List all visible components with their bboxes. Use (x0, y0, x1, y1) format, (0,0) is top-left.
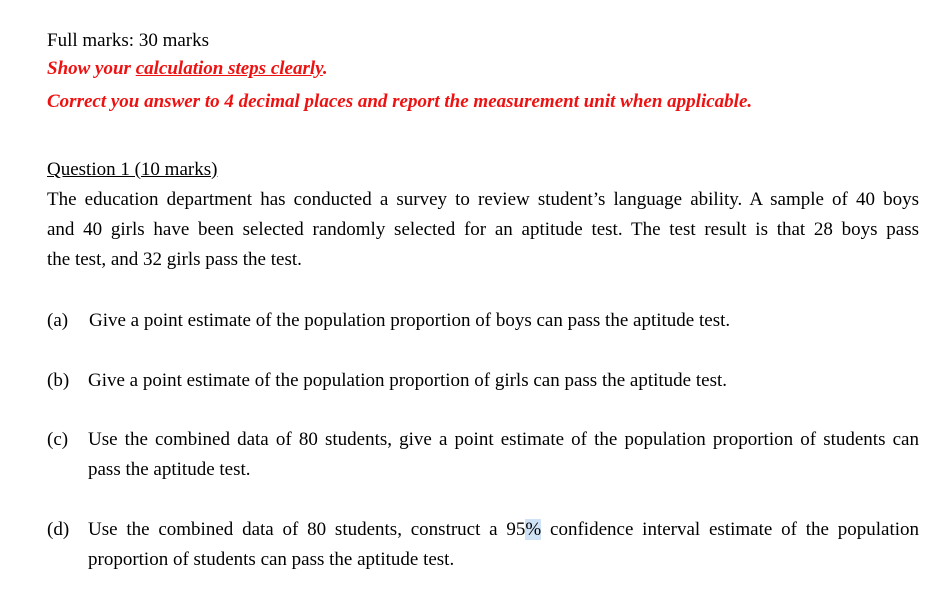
part-d-text-before: Use the combined data of 80 students, construct a 95 (88, 519, 526, 540)
part-d-label: (d) (47, 519, 70, 540)
instruction-show-steps-prefix: Show your (47, 58, 136, 79)
part-d-text-line-1 (88, 515, 919, 545)
part-a-text: Give a point estimate of the population proportion of boys can pass the aptitude test. (89, 310, 731, 331)
instruction-decimal-places: Correct you answer to 4 decimal places and report the measurement unit when applicable. (47, 91, 753, 112)
full-marks: Full marks: 30 marks (47, 30, 210, 51)
question-title: Question 1 (10 marks) (47, 159, 218, 180)
question-intro-line-1: The education department has conducted a survey to review student’s language ability. A sample of 40 boys (47, 189, 919, 210)
part-a-label: (a) (47, 310, 69, 331)
instruction-show-steps (47, 58, 328, 80)
part-d-text-line-2: proportion of students can pass the aptitude test. (88, 549, 455, 570)
calculation-steps-underlined: calculation steps clearly (135, 58, 323, 79)
part-c-text-line-2: pass the aptitude test. (88, 459, 251, 480)
question-intro-line-3: the test, and 32 girls pass the test. (47, 249, 302, 270)
part-b-text: Give a point estimate of the population proportion of girls can pass the aptitude test. (88, 370, 727, 391)
instruction-show-steps-suffix: . (322, 58, 328, 79)
part-d-text-after: confidence interval estimate of the population (541, 519, 919, 540)
part-b-label: (b) (47, 370, 70, 391)
part-c-label: (c) (47, 429, 69, 450)
question-intro-line-2: and 40 girls have been selected randomly selected for an aptitude test. The test result is that 28 boys pass (47, 219, 919, 240)
selected-percent-sign[interactable]: % (525, 519, 542, 540)
question-intro (47, 185, 919, 275)
part-c-text-line-1: Use the combined data of 80 students, give a point estimate of the population proportion of students can (88, 429, 919, 450)
